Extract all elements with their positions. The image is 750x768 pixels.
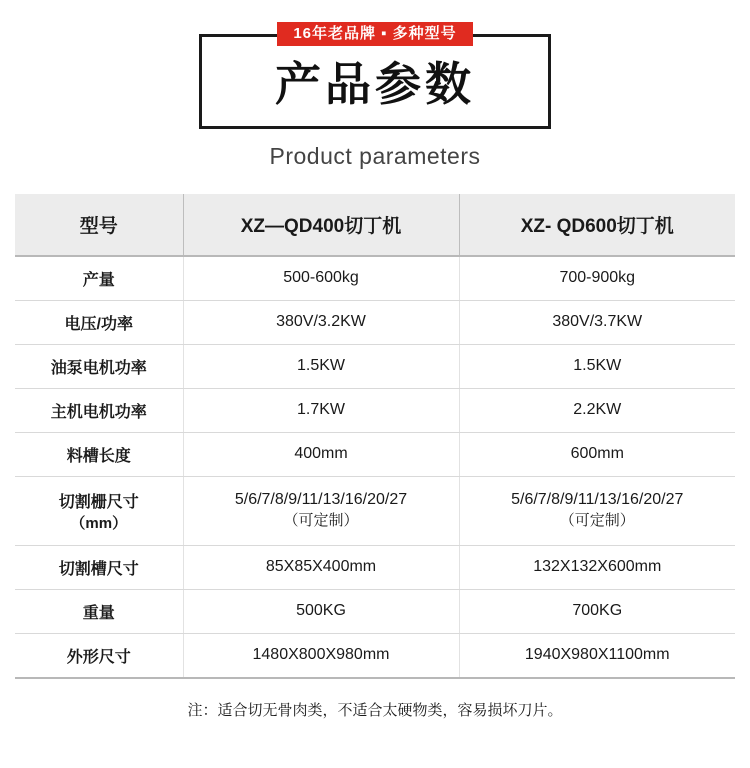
- brand-badge: 16年老品牌 ▪ 多种型号: [277, 22, 472, 46]
- row-label: 电压/功率: [15, 300, 183, 344]
- row-value-qd600: 1.5KW: [459, 344, 735, 388]
- row-label: 重量: [15, 589, 183, 633]
- row-label: 外形尺寸: [15, 633, 183, 678]
- row-value-qd400: 380V/3.2KW: [183, 300, 459, 344]
- row-label: [15, 476, 183, 545]
- row-value-qd400: 85X85X400mm: [183, 545, 459, 589]
- column-header-qd400: XZ—QD400切丁机: [183, 194, 459, 256]
- row-value-main: 5/6/7/8/9/11/13/16/20/27: [234, 491, 408, 509]
- row-value-qd600: 600mm: [459, 432, 735, 476]
- row-value-qd400: 1.7KW: [183, 388, 459, 432]
- title-box: [199, 34, 551, 129]
- table-row: [15, 300, 735, 344]
- row-value-qd600: 132X132X600mm: [459, 545, 735, 589]
- row-value-qd400: 1.5KW: [183, 344, 459, 388]
- row-value-qd400: [183, 476, 459, 545]
- page-subtitle: Product parameters: [269, 142, 481, 169]
- row-value-qd600: 2.2KW: [459, 388, 735, 432]
- row-label: 油泵电机功率: [15, 344, 183, 388]
- column-header-model: 型号: [15, 194, 183, 256]
- row-value-qd600: 380V/3.7KW: [459, 300, 735, 344]
- column-header-qd600: XZ- QD600切丁机: [459, 194, 735, 256]
- row-value-qd400: 500-600kg: [183, 256, 459, 301]
- row-value-qd600: 700KG: [459, 589, 735, 633]
- page-title: 产品参数: [275, 58, 475, 110]
- spec-table-container: [15, 194, 735, 679]
- row-value-qd400: 400mm: [183, 432, 459, 476]
- row-value-note: （可定制）: [559, 512, 635, 530]
- row-label: 料槽长度: [15, 432, 183, 476]
- row-value-main: 5/6/7/8/9/11/13/16/20/27: [511, 491, 684, 509]
- table-header-row: [15, 194, 735, 256]
- badge-container: [0, 22, 750, 46]
- row-value-qd600: 700-900kg: [459, 256, 735, 301]
- footer-note: 注：适合切无骨肉类，不适合太硬物类，容易损坏刀片。: [187, 701, 563, 719]
- row-value-qd600: [459, 476, 735, 545]
- spec-table: [15, 194, 735, 679]
- row-value-qd600: 1940X980X1100mm: [459, 633, 735, 678]
- table-row: [15, 344, 735, 388]
- table-row: [15, 476, 735, 545]
- row-label: 切割槽尺寸: [15, 545, 183, 589]
- table-row: [15, 545, 735, 589]
- table-row: [15, 633, 735, 678]
- row-label-main: 切割栅尺寸: [58, 493, 139, 511]
- row-label: 主机电机功率: [15, 388, 183, 432]
- row-label-unit: （mm）: [70, 514, 128, 532]
- table-row: [15, 256, 735, 301]
- table-row: [15, 432, 735, 476]
- row-label: 产量: [15, 256, 183, 301]
- row-value-qd400: 500KG: [183, 589, 459, 633]
- row-value-qd400: 1480X800X980mm: [183, 633, 459, 678]
- page-header: [0, 0, 750, 170]
- row-value-note: （可定制）: [283, 512, 359, 530]
- table-row: [15, 388, 735, 432]
- table-row: [15, 589, 735, 633]
